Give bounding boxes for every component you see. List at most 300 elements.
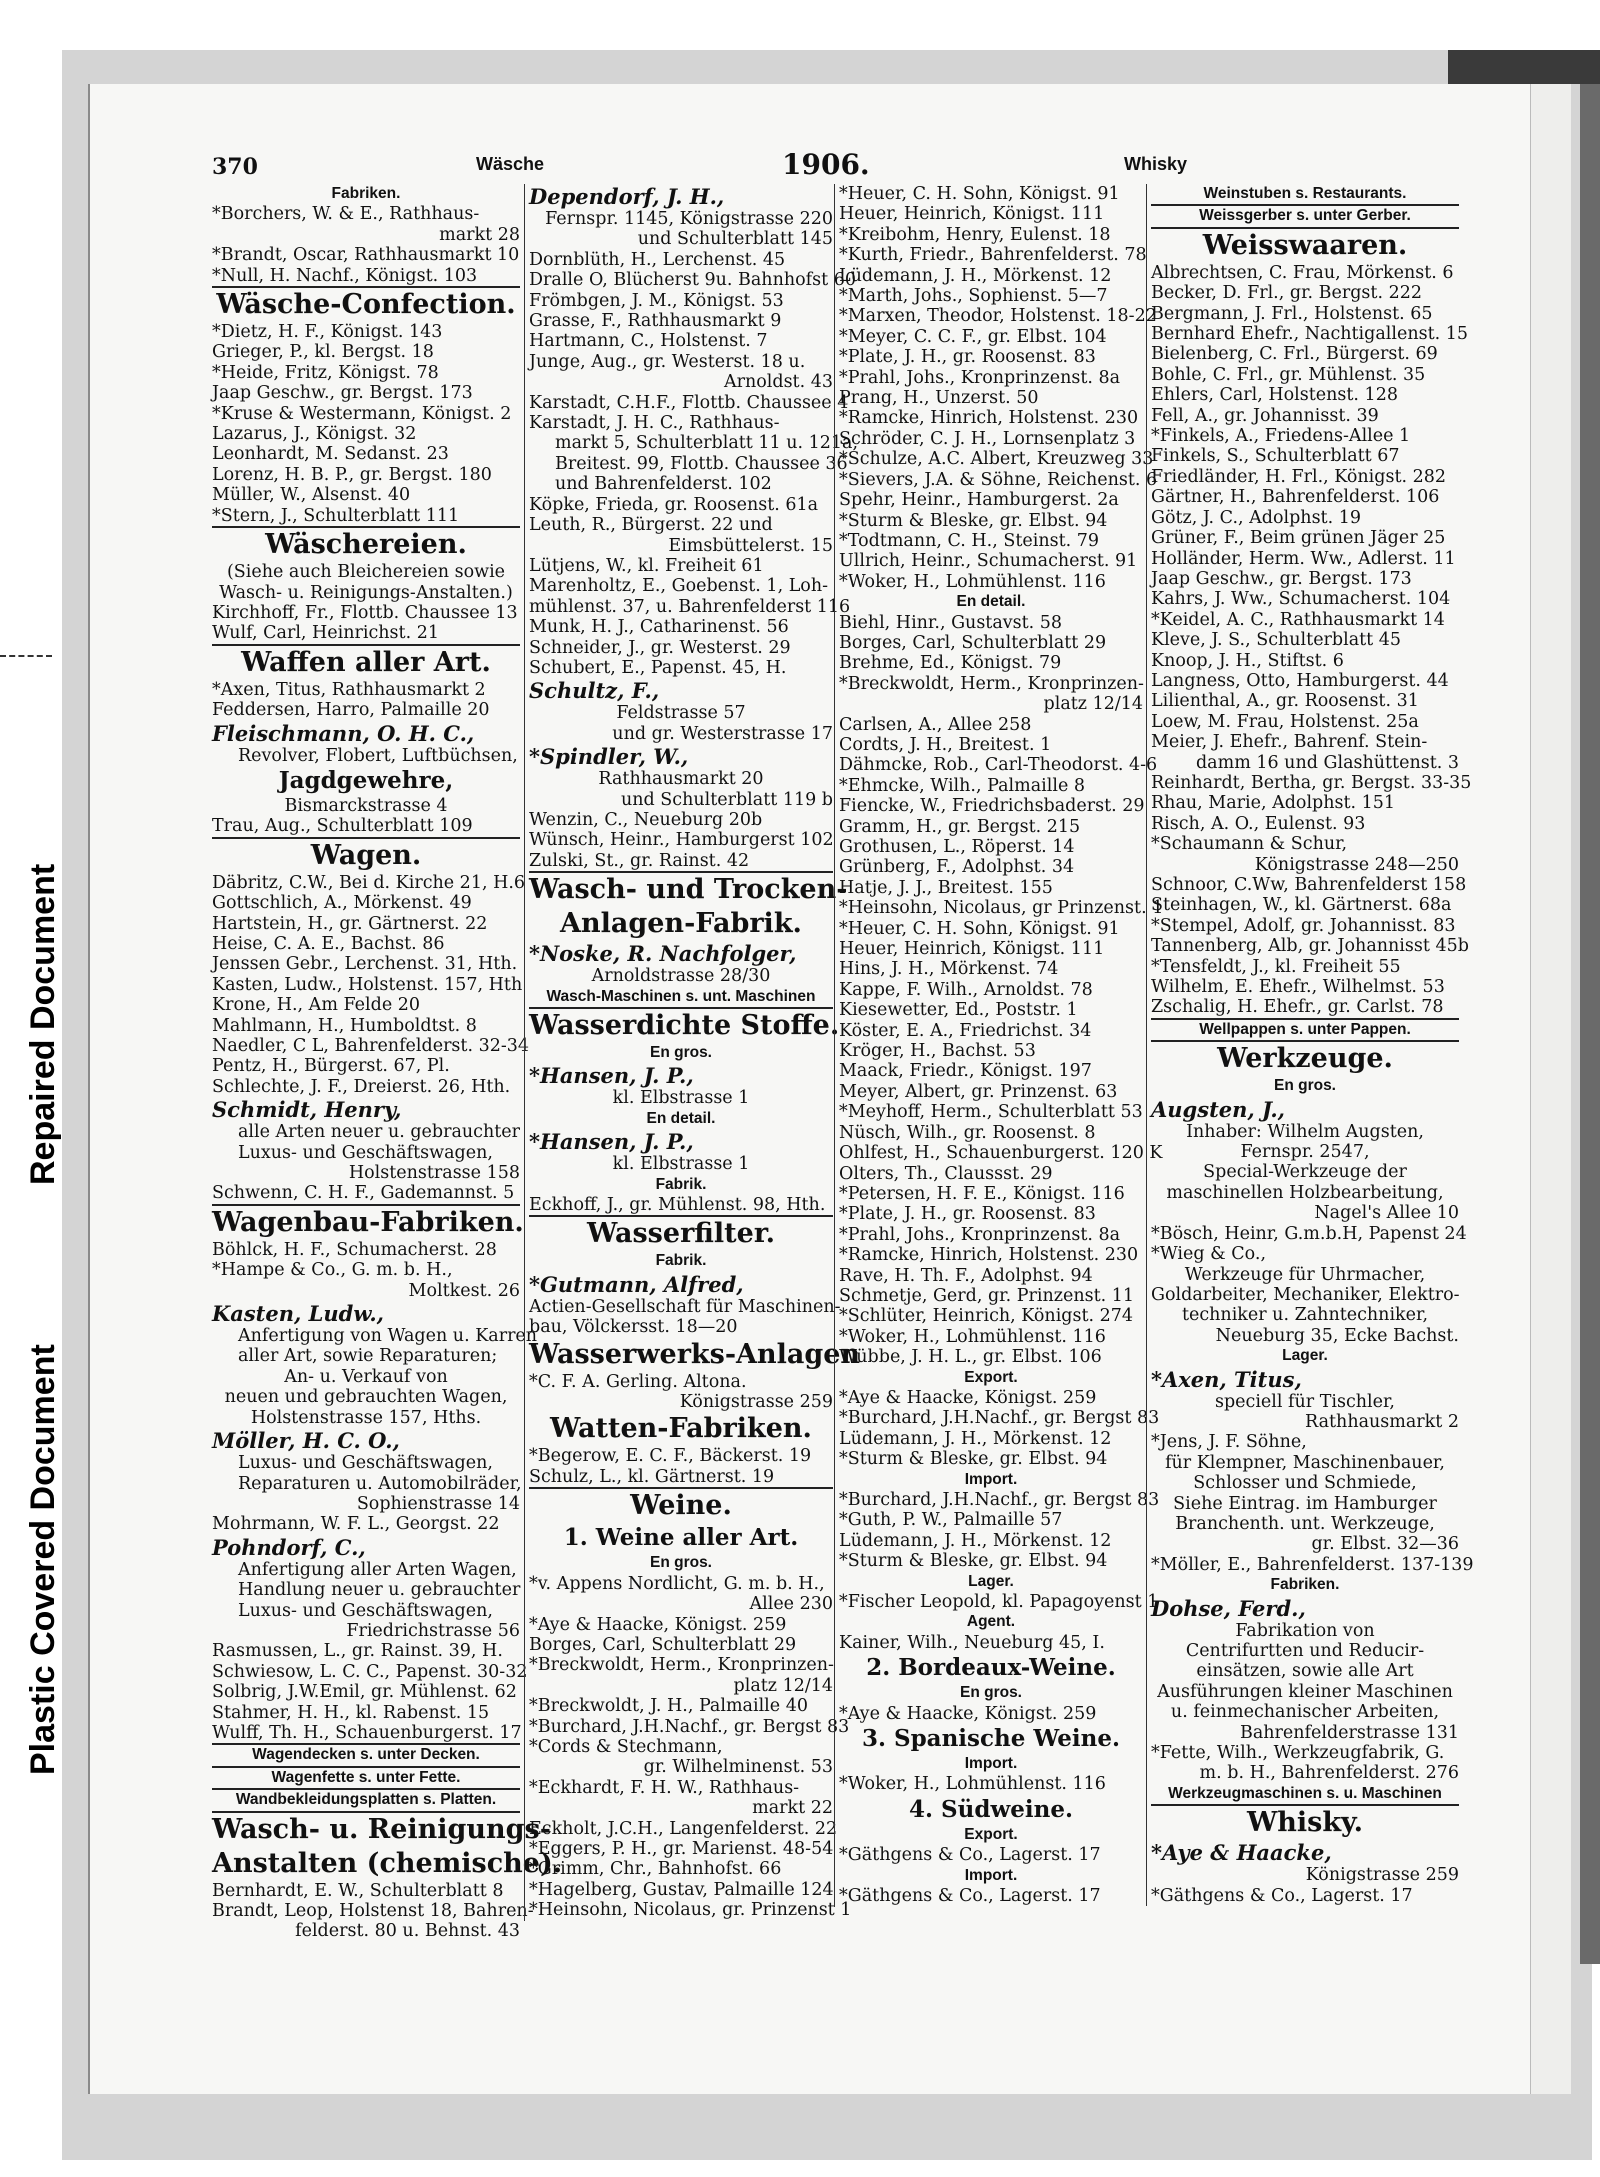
company-name: Dohse, Ferd., xyxy=(1151,1595,1306,1621)
section-heading: Wasserdichte Stoffe. xyxy=(529,1010,840,1041)
subheading: Wagendecken s. unter Decken. xyxy=(212,1745,520,1767)
directory-entry: Eckholt, J.C.H., Langenfelderst. 22 xyxy=(529,1818,838,1839)
section-heading: 2. Bordeaux-Weine. xyxy=(866,1654,1116,1682)
directory-entry: Nagel's Allee 10 xyxy=(1314,1203,1459,1224)
directory-entry: Kahrs, J. Ww., Schumacherst. 104 xyxy=(1151,589,1451,610)
directory-entry: *Woker, H., Lohmühlenst. 116 xyxy=(839,571,1106,592)
directory-entry: Heuer, Heinrich, Königst. 111 xyxy=(839,204,1105,225)
directory-entry: *Gäthgens & Co., Lagerst. 17 xyxy=(1151,1885,1413,1906)
section-heading: Jagdgewehre, xyxy=(278,766,454,794)
subheading: En detail. xyxy=(646,1109,716,1127)
directory-entry: Müller, W., Alsenst. 40 xyxy=(212,485,411,506)
directory-entry: *Dietz, H. F., Königst. 143 xyxy=(212,322,443,343)
directory-entry: Lorenz, H. B. P., gr. Bergst. 180 xyxy=(212,464,492,485)
directory-entry: *Heide, Fritz, Königst. 78 xyxy=(212,362,439,383)
directory-entry: *Plate, J. H., gr. Roosenst. 83 xyxy=(839,1204,1096,1225)
section-heading: 1. Weine aller Art. xyxy=(563,1524,799,1552)
directory-entry: Luxus- und Geschäftswagen, xyxy=(238,1142,493,1163)
scan-right-edge xyxy=(1580,84,1600,1964)
directory-entry: Köpke, Frieda, gr. Roosenst. 61a xyxy=(529,494,819,515)
directory-entry: *Bösch, Heinr, G.m.b.H, Papenst 24 xyxy=(1151,1223,1467,1244)
directory-entry: Lüdemann, J. H., Mörkenst. 12 xyxy=(839,265,1112,286)
directory-entry: markt 28 xyxy=(439,224,520,245)
section-heading: Wäsche-Confection. xyxy=(216,289,516,321)
directory-entry: Grieger, P., kl. Bergst. 18 xyxy=(212,342,434,363)
directory-entry: Inhaber: Wilhelm Augsten, xyxy=(1186,1121,1424,1142)
directory-entry: Eckhoff, J., gr. Mühlenst. 98, Hth. xyxy=(529,1195,833,1217)
directory-entry: Frömbgen, J. M., Königst. 53 xyxy=(529,290,784,311)
directory-entry: Rasmussen, L., gr. Rainst. 39, H. xyxy=(212,1641,503,1662)
directory-entry: Siehe Eintrag. im Hamburger xyxy=(1173,1493,1437,1514)
directory-entry: *Begerow, E. C. F., Bäckerst. 19 xyxy=(529,1446,812,1467)
directory-entry: *Fette, Wilh., Werkzeugfabrik, G. xyxy=(1151,1743,1445,1764)
directory-entry: und Schulterblatt 145 xyxy=(637,229,833,250)
directory-entry: Marenholtz, E., Goebenst. 1, Loh- xyxy=(529,576,829,597)
directory-entry: Bahrenfelderstrasse 131 xyxy=(1239,1722,1459,1743)
directory-entry: *Heinsohn, Nicolaus, gr Prinzenst. 1 xyxy=(839,898,1164,919)
subheading: En gros. xyxy=(1273,1077,1336,1095)
directory-entry: *Aye & Haacke, Königst. 259 xyxy=(839,1387,1097,1408)
directory-entry: für Klempner, Maschinenbauer, xyxy=(1165,1452,1445,1473)
directory-entry: Branchenth. unt. Werkzeuge, xyxy=(1175,1513,1435,1534)
directory-entry: Wasch- u. Reinigungs-Anstalten.) xyxy=(219,582,513,603)
directory-entry: *Burchard, J.H.Nachf., gr. Bergst 83 xyxy=(839,1408,1160,1429)
directory-entry: alle Arten neuer u. gebrauchter xyxy=(238,1122,521,1143)
directory-entry: speciell für Tischler, xyxy=(1214,1391,1395,1412)
directory-entry: Becker, D. Frl., gr. Bergst. 222 xyxy=(1151,283,1422,304)
section-heading: Weisswaaren. xyxy=(1202,229,1408,261)
directory-entry: Moltkest. 26 xyxy=(408,1280,520,1301)
directory-entry: *Null, H. Nachf., Königst. 103 xyxy=(212,266,520,288)
directory-entry: Schwiesow, L. C. C., Papenst. 30-32 xyxy=(212,1661,528,1682)
directory-entry: *Schaumann & Schur, xyxy=(1151,834,1348,855)
directory-entry: und Schulterblatt 119 b xyxy=(620,789,833,810)
directory-entry: *Petersen, H. F. E., Königst. 116 xyxy=(839,1183,1125,1204)
directory-entry: Tannenberg, Alb, gr. Johannisst 45b xyxy=(1151,936,1469,957)
section-heading: Wasch- u. Reinigungs- xyxy=(212,1813,551,1845)
directory-entry: *Hagelberg, Gustav, Palmaille 124 xyxy=(529,1879,834,1900)
directory-entry: Feddersen, Harro, Palmaille 20 xyxy=(212,700,490,721)
directory-entry: Brandt, Leop, Holstenst 18, Bahren- xyxy=(212,1901,534,1921)
company-name: Kasten, Ludw., xyxy=(212,1301,384,1327)
directory-entry: *Sievers, J.A. & Söhne, Reichenst. 6 xyxy=(839,469,1158,490)
directory-entry: aller Art, sowie Reparaturen; xyxy=(238,1346,498,1367)
directory-entry: Friedländer, H. Frl., Königst. 282 xyxy=(1151,466,1447,487)
directory-entry: Olters, Th., Claussst. 29 xyxy=(839,1163,1053,1184)
directory-entry: Holländer, Herm. Ww., Adlerst. 11 xyxy=(1151,548,1456,569)
subheading: Werkzeugmaschinen s. u. Maschinen xyxy=(1151,1784,1459,1806)
directory-entry: Breitest. 99, Flottb. Chaussee 36 xyxy=(555,453,848,474)
subheading: Wasch-Maschinen s. unt. Maschinen xyxy=(529,987,833,1009)
directory-entry: Fabrikation von xyxy=(1235,1620,1375,1641)
directory-entry: Karstadt, C.H.F., Flottb. Chaussee 4 xyxy=(529,392,849,413)
directory-entry: Wulff, Th. H., Schauenburgerst. 17 xyxy=(212,1723,520,1745)
directory-entry: *Meyhoff, Herm., Schulterblatt 53 xyxy=(839,1102,1143,1123)
section-heading: Anlagen-Fabrik. xyxy=(560,908,802,940)
directory-entry: Grothusen, L., Röperst. 14 xyxy=(839,837,1075,857)
directory-entry: kl. Elbstrasse 1 xyxy=(612,1088,750,1109)
directory-entry: Jaap Geschw., gr. Bergst. 173 xyxy=(1151,568,1412,589)
section-heading: Anstalten (chemische). xyxy=(212,1847,563,1879)
directory-entry: Bielenberg, C. Frl., Bürgerst. 69 xyxy=(1151,344,1438,365)
directory-entry: An- u. Verkauf von xyxy=(284,1366,448,1387)
directory-entry: damm 16 und Glashüttenst. 3 xyxy=(1195,752,1459,773)
directory-entry: Eimsbüttelerst. 15 xyxy=(668,535,833,556)
directory-entry: Zschalig, H. Ehefr., gr. Carlst. 78 xyxy=(1151,997,1459,1019)
subheading: En detail. xyxy=(956,593,1026,611)
directory-entry: Wulf, Carl, Heinrichst. 21 xyxy=(212,623,520,645)
directory-entry: Reparaturen u. Automobilräder, xyxy=(238,1473,522,1494)
directory-entry: Knoop, J. H., Stiftst. 6 xyxy=(1151,650,1344,671)
directory-entry: mühlenst. 37, u. Bahrenfelderst 116 xyxy=(529,596,851,617)
directory-entry: Götz, J. C., Adolphst. 19 xyxy=(1151,507,1361,528)
directory-entry: Centrifurtten und Reducir- xyxy=(1185,1641,1425,1661)
directory-entry: Pentz, H., Bürgerst. 67, Pl. xyxy=(212,1056,450,1077)
directory-entry: *Heuer, C. H. Sohn, Königst. 91 xyxy=(839,184,1120,204)
company-name: Pohndorf, C., xyxy=(212,1534,366,1560)
directory-entry: Königstrasse 248—250 xyxy=(1254,854,1459,875)
directory-entry: Wilhelm, E. Ehefr., Wilhelmst. 53 xyxy=(1151,977,1445,998)
directory-entry: Schlosser und Schmiede, xyxy=(1193,1473,1417,1494)
directory-entry: *Ramcke, Hinrich, Holstenst. 230 xyxy=(839,1245,1139,1266)
directory-entry: *Grimm, Chr., Bahnhofst. 66 xyxy=(529,1859,782,1880)
directory-entry: Ehlers, Carl, Holstenst. 128 xyxy=(1151,385,1398,406)
directory-entry: Holstenstrasse 157, Hths. xyxy=(250,1407,482,1428)
directory-entry: Hartmann, C., Holstenst. 7 xyxy=(529,331,768,352)
directory-entry: Fernspr. 1145, Königstrasse 220 xyxy=(545,209,833,229)
directory-entry: Mahlmann, H., Humboldtst. 8 xyxy=(212,1015,477,1036)
directory-entry: Feldstrasse 57 xyxy=(616,703,746,724)
section-heading: 3. Spanische Weine. xyxy=(861,1725,1121,1753)
directory-entry: Rave, H. Th. F., Adolphst. 94 xyxy=(839,1265,1093,1286)
directory-entry: *Stern, J., Schulterblatt 111 xyxy=(212,506,520,528)
directory-entry: *Finkels, A., Friedens-Allee 1 xyxy=(1151,426,1411,447)
directory-entry: Carlsen, A., Allee 258 xyxy=(839,714,1032,735)
directory-entry: *Wieg & Co., xyxy=(1151,1244,1267,1265)
company-name: *Gutmann, Alfred, xyxy=(529,1271,744,1297)
repaired-document-label: Repaired Document xyxy=(24,863,62,1185)
subheading: Wellpappen s. unter Pappen. xyxy=(1151,1020,1459,1042)
directory-entry: Munk, H. J., Catharinenst. 56 xyxy=(529,617,789,638)
subheading: Import. xyxy=(964,1470,1018,1488)
directory-entry: Dralle O, Blücherst 9u. Bahnhofst 60 xyxy=(529,270,856,291)
company-name: Schmidt, Henry, xyxy=(212,1097,402,1123)
company-name: Dependorf, J. H., xyxy=(529,184,725,209)
directory-entry: gr. Wilhelminenst. 53 xyxy=(643,1757,833,1778)
column-1 xyxy=(212,184,563,1942)
directory-entry: *Heuer, C. H. Sohn, Königst. 91 xyxy=(839,918,1120,939)
section-heading: Watten-Fabriken. xyxy=(550,1413,812,1445)
directory-entry: Holstenstrasse 158 xyxy=(348,1163,520,1184)
directory-entry: *Burchard, J.H.Nachf., gr. Bergst 83 xyxy=(839,1490,1160,1510)
directory-entry: *Burchard, J.H.Nachf., gr. Bergst 83 xyxy=(529,1716,850,1737)
directory-entry: *Möller, E., Bahrenfelderst. 137-139 xyxy=(1151,1554,1474,1575)
directory-entry: *Sturm & Bleske, gr. Elbst. 94 xyxy=(839,510,1108,531)
section-heading: Wasserfilter. xyxy=(587,1218,775,1250)
directory-entry: Lüdemann, J. H., Mörkenst. 12 xyxy=(839,1530,1112,1551)
directory-entry: *Meyer, C. C. F., gr. Elbst. 104 xyxy=(839,326,1107,347)
directory-entry: neuen und gebrauchten Wagen, xyxy=(224,1387,508,1408)
directory-entry: *v. Appens Nordlicht, G. m. b. H., xyxy=(529,1573,825,1594)
directory-entry: Wübbe, J. H. L., gr. Elbst. 106 xyxy=(839,1347,1102,1368)
directory-entry: *Prahl, Johs., Kronprinzenst. 8a xyxy=(839,1224,1121,1245)
subheading: Wagenfette s. unter Fette. xyxy=(212,1768,520,1790)
directory-entry: *Heinsohn, Nicolaus, gr. Prinzenst 1 xyxy=(529,1900,852,1921)
subheading: Fabrik. xyxy=(655,1252,707,1270)
company-name: Schultz, F., xyxy=(529,678,660,704)
subheading: Weissgerber s. unter Gerber. xyxy=(1151,206,1459,228)
header-left-word: Wäsche xyxy=(476,154,545,174)
subheading: Weinstuben s. Restaurants. xyxy=(1151,184,1459,206)
directory-entry: Allee 230 xyxy=(749,1594,833,1615)
subheading: Fabrik. xyxy=(655,1175,707,1193)
column-3 xyxy=(834,184,1164,1907)
column-2 xyxy=(524,184,861,1921)
directory-entry: Brehme, Ed., Königst. 79 xyxy=(839,653,1062,674)
directory-entry: Hartstein, H., gr. Gärtnerst. 22 xyxy=(212,913,488,934)
directory-entry: Steinhagen, W., kl. Gärtnerst. 68a xyxy=(1151,895,1452,916)
directory-entry: Ausführungen kleiner Maschinen xyxy=(1157,1681,1453,1702)
directory-entry: *Ramcke, Hinrich, Holstenst. 230 xyxy=(839,408,1139,429)
directory-entry: Königstrasse 259 xyxy=(679,1392,833,1413)
directory-entry: *Plate, J. H., gr. Roosenst. 83 xyxy=(839,347,1096,368)
directory-entry: Bergmann, J. Frl., Holstenst. 65 xyxy=(1151,303,1433,324)
directory-entry: *Breckwoldt, J. H., Palmaille 40 xyxy=(529,1696,808,1717)
directory-entry: Schneider, J., gr. Westerst. 29 xyxy=(529,637,791,658)
directory-entry: Bernhardt, E. W., Schulterblatt 8 xyxy=(212,1880,504,1901)
directory-entry: Kiesewetter, Ed., Poststr. 1 xyxy=(839,1000,1078,1021)
page-number: 370 xyxy=(212,154,258,180)
directory-entry: Langness, Otto, Hamburgerst. 44 xyxy=(1151,670,1449,691)
directory-entry: Schnoor, C.Ww, Bahrenfelderst 158 xyxy=(1151,875,1467,895)
directory-entry: Leonhardt, M. Sedanst. 23 xyxy=(212,444,449,465)
section-heading: Wäschereien. xyxy=(265,529,467,561)
directory-entry: Kappe, F. Wilh., Arnoldst. 78 xyxy=(839,979,1093,1000)
directory-entry: Schröder, C. J. H., Lornsenplatz 3 xyxy=(839,428,1136,449)
directory-entry: *Schlüter, Heinrich, Königst. 274 xyxy=(839,1306,1134,1327)
page-edge-shade xyxy=(1530,84,1571,2094)
directory-entry: Gärtner, H., Bahrenfelderst. 106 xyxy=(1151,487,1440,508)
directory-entry: Ullrich, Heinr., Schumacherst. 91 xyxy=(839,551,1138,572)
directory-entry: *Kurth, Friedr., Bahrenfelderst. 78 xyxy=(839,245,1147,266)
directory-entry: Meier, J. Ehefr., Bahrenf. Stein- xyxy=(1151,732,1428,753)
directory-entry: Borges, Carl, Schulterblatt 29 xyxy=(529,1634,797,1655)
header-right-word: Whisky xyxy=(1124,154,1188,174)
directory-entry: *Kruse & Westermann, Königst. 2 xyxy=(212,403,512,424)
directory-entry: bau, Völckersst. 18—20 xyxy=(529,1317,738,1338)
directory-entry: Fell, A., gr. Johannisst. 39 xyxy=(1151,405,1379,426)
directory-entry: Cordts, J. H., Breitest. 1 xyxy=(839,734,1052,755)
directory-entry: Dähmcke, Rob., Carl-Theodorst. 4-6 xyxy=(839,755,1158,776)
directory-entry: Meyer, Albert, gr. Prinzenst. 63 xyxy=(839,1081,1118,1102)
directory-entry: Hatje, J. J., Breitest. 155 xyxy=(839,877,1053,898)
directory-entry: Solbrig, J.W.Emil, gr. Mühlenst. 62 xyxy=(212,1682,517,1703)
subheading: Export. xyxy=(964,1368,1018,1386)
directory-entry: Nüsch, Wilh., gr. Roosenst. 8 xyxy=(839,1122,1096,1143)
directory-entry: Arnoldstrasse 28/30 xyxy=(591,966,771,987)
directory-entry: Jenssen Gebr., Lerchenst. 31, Hth. xyxy=(212,954,518,975)
section-heading: Wasch- und Trocken- xyxy=(529,874,848,906)
directory-entry: felderst. 80 u. Behnst. 43 xyxy=(295,1921,520,1942)
directory-entry: *Jens, J. F. Söhne, xyxy=(1151,1432,1307,1453)
directory-entry: Köster, E. A., Friedrichst. 34 xyxy=(839,1020,1092,1041)
directory-entry: (Siehe auch Bleichereien sowie xyxy=(226,562,506,583)
directory-entry: Special-Werkzeuge der xyxy=(1203,1162,1407,1183)
directory-entry: platz 12/14 xyxy=(1043,694,1143,715)
column-4 xyxy=(1146,184,1474,1906)
directory-entry: Königstrasse 259 xyxy=(1305,1865,1459,1886)
directory-entry: *Borchers, W. & E., Rathhaus- xyxy=(212,204,480,225)
directory-entry: techniker u. Zahntechniker, xyxy=(1181,1305,1429,1326)
subheading: Lager. xyxy=(1282,1347,1328,1365)
directory-entry: Spehr, Heinr., Hamburgerst. 2a xyxy=(839,490,1119,511)
company-name: Fleischmann, O. H. C., xyxy=(212,720,475,746)
directory-entry: einsätzen, sowie alle Art xyxy=(1196,1661,1414,1682)
directory-entry: markt 22 xyxy=(752,1798,833,1819)
subheading: En gros. xyxy=(649,1554,712,1572)
directory-entry: *Gäthgens & Co., Lagerst. 17 xyxy=(839,1886,1101,1907)
directory-entry: Lüdemann, J. H., Mörkenst. 12 xyxy=(839,1428,1112,1449)
directory-entry: *Fischer Leopold, kl. Papagoyenst 1 xyxy=(839,1592,1159,1613)
directory-entry: Goldarbeiter, Mechaniker, Elektro- xyxy=(1151,1284,1460,1305)
directory-entry: Luxus- und Geschäftswagen, xyxy=(238,1600,493,1621)
directory-entry: Jaap Geschw., gr. Bergst. 173 xyxy=(212,383,473,404)
directory-entry: Actien-Gesellschaft für Maschinen- xyxy=(529,1296,841,1317)
directory-entry: Biehl, Hinr., Gustavst. 58 xyxy=(839,612,1063,633)
directory-entry: *Sturm & Bleske, gr. Elbst. 94 xyxy=(839,1449,1108,1470)
company-name: *Spindler, W., xyxy=(529,744,689,770)
directory-entry: *Brandt, Oscar, Rathhausmarkt 10 xyxy=(212,245,520,266)
directory-entry: Risch, A. O., Eulenst. 93 xyxy=(1151,813,1366,834)
directory-entry: Wenzin, C., Neueburg 20b xyxy=(529,809,763,830)
directory-entry: Fernspr. 2547, xyxy=(1240,1142,1370,1163)
directory-entry: und Bahrenfelderst. 102 xyxy=(555,474,772,495)
company-name: *Aye & Haacke, xyxy=(1151,1840,1332,1866)
directory-entry: *Marth, Johs., Sophienst. 5—7 xyxy=(839,286,1108,307)
directory-entry: Revolver, Flobert, Luftbüchsen, xyxy=(238,745,518,766)
directory-entry: *Kreibohm, Henry, Eulenst. 18 xyxy=(839,224,1111,245)
directory-entry: Stahmer, H. H., kl. Rabenst. 15 xyxy=(212,1702,490,1723)
section-heading: Wagenbau-Fabriken. xyxy=(212,1206,524,1238)
directory-entry: Böhlck, H. F., Schumacherst. 28 xyxy=(212,1239,497,1260)
directory-entry: Bismarckstrasse 4 xyxy=(284,795,448,816)
directory-entry: Rathhausmarkt 2 xyxy=(1305,1411,1459,1432)
directory-entry: *Prahl, Johs., Kronprinzenst. 8a xyxy=(839,367,1121,388)
company-name: Möller, H. C. O., xyxy=(212,1428,400,1454)
directory-entry: Hins, J. H., Mörkenst. 74 xyxy=(839,959,1059,980)
subheading: En gros. xyxy=(649,1044,712,1061)
directory-entry: Lazarus, J., Königst. 32 xyxy=(212,424,417,445)
directory-entry: Schmetje, Gerd, gr. Prinzenst. 11 xyxy=(839,1285,1135,1306)
directory-entry: Krone, H., Am Felde 20 xyxy=(212,995,421,1016)
directory-entry: Arnoldst. 43 xyxy=(723,372,833,393)
directory-entry: *Aye & Haacke, Königst. 259 xyxy=(839,1703,1097,1724)
directory-entry: Fiencke, W., Friedrichsbaderst. 29 xyxy=(839,796,1145,817)
company-name: *Hansen, J. P., xyxy=(529,1063,694,1089)
directory-entry: *Hampe & Co., G. m. b. H., xyxy=(212,1260,453,1281)
directory-entry: Kleve, J. S., Schulterblatt 45 xyxy=(1151,630,1402,651)
subheading: Import. xyxy=(964,1755,1018,1773)
directory-entry: Prang, H., Unzerst. 50 xyxy=(839,388,1039,409)
directory-entry: *Sturm & Bleske, gr. Elbst. 94 xyxy=(839,1551,1108,1572)
directory-entry: Heuer, Heinrich, Königst. 111 xyxy=(839,939,1105,960)
directory-entry: *Cords & Stechmann, xyxy=(529,1736,723,1757)
directory-entry: Neueburg 35, Ecke Bachst. xyxy=(1215,1325,1459,1346)
directory-entry: Lütjens, W., kl. Freiheit 61 xyxy=(529,555,764,576)
directory-entry: *Gäthgens & Co., Lagerst. 17 xyxy=(839,1845,1101,1866)
section-heading: Wagen. xyxy=(310,839,422,871)
directory-entry: *Aye & Haacke, Königst. 259 xyxy=(529,1614,787,1635)
directory-entry: kl. Elbstrasse 1 xyxy=(612,1154,750,1175)
directory-entry: *Tensfeldt, J., kl. Freiheit 55 xyxy=(1151,956,1401,977)
directory-entry: markt 5, Schulterblatt 11 u. 121a, xyxy=(555,433,859,454)
directory-entry: *C. F. A. Gerling. Altona. xyxy=(529,1371,747,1392)
header-year: 1906. xyxy=(782,148,870,181)
company-name: Augsten, J., xyxy=(1151,1096,1285,1122)
directory-entry: Däbritz, C.W., Bei d. Kirche 21, H.6 xyxy=(212,872,526,893)
subheading: Fabriken. xyxy=(1270,1576,1340,1594)
directory-entry: Grünberg, F., Adolphst. 34 xyxy=(839,857,1075,878)
directory-entry: Bernhard Ehefr., Nachtigallenst. 15 xyxy=(1151,324,1469,345)
directory-entry: Bohle, C. Frl., gr. Mühlenst. 35 xyxy=(1151,364,1426,385)
directory-entry: Borges, Carl, Schulterblatt 29 xyxy=(839,632,1107,653)
directory-entry: *Eggers, P. H., gr. Marienst. 48-54 xyxy=(529,1838,834,1859)
directory-entry: Kainer, Wilh., Neueburg 45, I. xyxy=(839,1632,1105,1653)
directory-entry: *Breckwoldt, Herm., Kronprinzen- xyxy=(529,1655,834,1676)
directory-entry: Sophienstrasse 14 xyxy=(356,1493,520,1514)
directory-entry: Gramm, H., gr. Bergst. 215 xyxy=(839,816,1081,837)
directory-entry: Schubert, E., Papenst. 45, H. xyxy=(529,657,787,678)
section-heading: Weine. xyxy=(630,1490,732,1522)
directory-entry: Schulz, L., kl. Gärtnerst. 19 xyxy=(529,1467,833,1489)
directory-entry: Kasten, Ludw., Holstenst. 157, Hth xyxy=(212,974,523,995)
directory-entry: Grüner, F., Beim grünen Jäger 25 xyxy=(1151,528,1446,549)
subheading: En gros. xyxy=(959,1684,1022,1702)
plastic-covered-label: Plastic Covered Document xyxy=(24,1344,62,1775)
section-heading: Waffen aller Art. xyxy=(241,646,491,678)
directory-entry: Zulski, St., gr. Rainst. 42 xyxy=(529,851,833,873)
directory-entry: *Schulze, A.C. Albert, Kreuzweg 33 xyxy=(839,449,1154,470)
directory-entry: Ohlfest, H., Schauenburgerst. 120 K xyxy=(839,1143,1163,1164)
directory-entry: Anfertigung von Wagen u. Karren xyxy=(238,1326,538,1347)
directory-entry: Kirchhoff, Fr., Flottb. Chaussee 13 xyxy=(212,602,518,623)
directory-entry: platz 12/14 xyxy=(733,1675,833,1696)
directory-entry: Friedrichstrasse 56 xyxy=(346,1620,520,1641)
section-heading: 4. Südweine. xyxy=(909,1795,1073,1823)
directory-entry: gr. Elbst. 32—36 xyxy=(1311,1534,1459,1555)
directory-entry: Lilienthal, A., gr. Roosenst. 31 xyxy=(1151,691,1419,712)
section-heading: Whisky. xyxy=(1246,1807,1364,1839)
directory-entry: *Eckhardt, F. H. W., Rathhaus- xyxy=(529,1777,800,1798)
directory-entry: *Ehmcke, Wilh., Palmaille 8 xyxy=(839,775,1085,796)
directory-entry: maschinellen Holzbearbeitung, xyxy=(1166,1182,1444,1203)
side-dashed-line xyxy=(0,655,52,657)
subheading: Export. xyxy=(964,1825,1018,1843)
company-name: *Noske, R. Nachfolger, xyxy=(529,941,797,967)
directory-entry: u. feinmechanischer Arbeiten, xyxy=(1170,1702,1440,1723)
directory-entry: *Breckwoldt, Herm., Kronprinzen- xyxy=(839,673,1144,694)
directory-entry: Schwenn, C. H. F., Gademannst. 5 xyxy=(212,1183,520,1205)
directory-entry: *Keidel, A. C., Rathhausmarkt 14 xyxy=(1151,609,1445,630)
directory-entry: Handlung neuer u. gebrauchter xyxy=(238,1580,521,1601)
directory-entry: Junge, Aug., gr. Westerst. 18 u. xyxy=(529,351,806,372)
directory-entry: Grasse, F., Rathhausmarkt 9 xyxy=(529,311,782,332)
directory-entry: *Axen, Titus, Rathhausmarkt 2 xyxy=(212,679,486,700)
directory-entry: Werkzeuge für Uhrmacher, xyxy=(1184,1264,1426,1285)
directory-entry: Anfertigung aller Arten Wagen, xyxy=(238,1559,517,1580)
directory-entry: *Marxen, Theodor, Holstenst. 18-22 xyxy=(839,306,1157,327)
directory-entry: Reinhardt, Bertha, gr. Bergst. 33-35 xyxy=(1151,772,1472,793)
